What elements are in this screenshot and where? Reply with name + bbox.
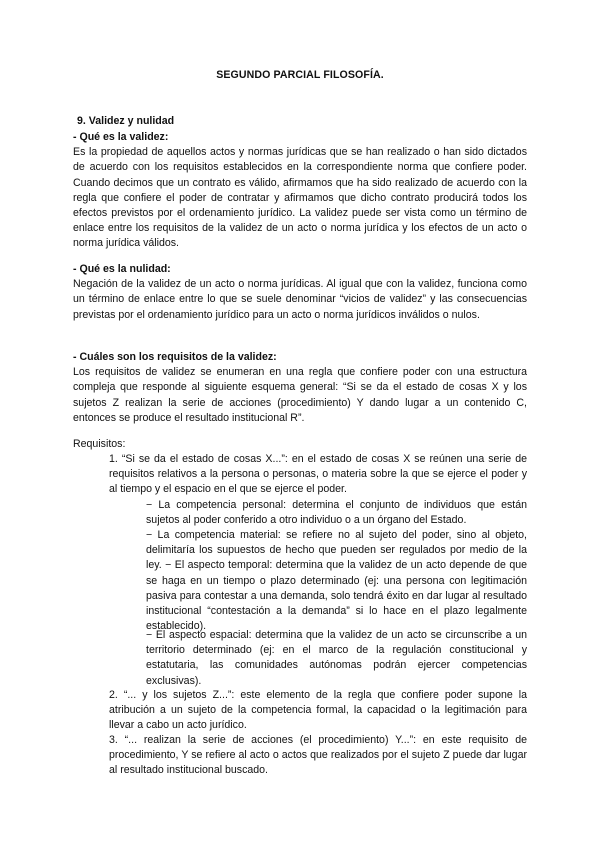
nulidad-block [73,262,527,323]
nulidad-heading: - Qué es la nulidad: [73,263,171,275]
requisito-sub-material-temporal: − La competencia material: se refiere no al sujeto del poder, sino al objeto, delimitaría los supuestos de hecho que pueden ser regulados por medio de la ley. − El aspecto temporal: determina que la validez de un acto depende de que se haga en un tiempo o plazo determinado (ej: una persona con legitimación pasiva para contestar a una demanda, solo tendrá éxito en dar lugar al resultado institucional “contestación a la demanda” si lo hace en el plazo legalmente establecido). [146,529,527,633]
requisitos-block [73,350,527,426]
requisitos-heading: - Cuáles son los requisitos de la validez: [73,351,277,363]
requisitos-text: Los requisitos de validez se enumeran en una regla que confiere poder con una estructura compleja que responde al siguiente esquema general: “Si se da el estado de cosas X y los sujetos Z realizan la serie de acciones (procedimiento) Y dando lugar a un contenido C, entonces se produce el resultado institucional R”. [73,366,527,424]
section-heading: 9. Validez y nulidad [77,115,175,127]
nulidad-text: Negación de la validez de un acto o norma jurídicas. Al igual que con la validez, funciona como un término de enlace entre lo que se suele denominar “vicios de validez” y las consecuencias previstas por el ordenamiento jurídico para un acto o norma jurídicos inválidos o nulos. [73,278,527,321]
requisitos-label: Requisitos: [73,438,126,450]
validez-heading: - Qué es la validez: [73,131,169,143]
requisito-item-3: 3. “... realizan la serie de acciones (el procedimiento) Y...”: en este requisito de procedimiento, Y se refiere al acto o actos que realizados por el sujeto Z puede dar lugar al resultado institucional buscado. [109,734,527,777]
requisito-sub-personal: − La competencia personal: determina el conjunto de individuos que están sujetos al poder conferido a otro individuo o a un órgano del Estado. [146,499,527,527]
validez-block [73,130,527,252]
validez-text: Es la propiedad de aquellos actos y normas jurídicas que se han realizado o han sido dictados de acuerdo con los requisitos establecidos en la correspondiente norma que confiere poder. Cuando decimos que un contrato es válido, afirmamos que ha sido realizado de acuerdo con la regla que confiere el poder de contratar y afirmamos que dicho contrato producirá todos los efectos previstos por el ordenamiento jurídico. La validez puede ser vista como un término de enlace entre los requisitos de la validez de un acto o norma jurídica y los efectos de un acto o norma jurídica válidos. [73,146,527,250]
page-title: SEGUNDO PARCIAL FILOSOFÍA. [216,69,384,81]
requisito-item-1: 1. “Si se da el estado de cosas X...”: en el estado de cosas X se reúnen una serie de requisitos relativos a la persona o personas, o materia sobre la que se ejerce el poder y al tiempo y el espacio en el que se ejerce el poder. [109,453,527,496]
requisito-sub-espacial: − El aspecto espacial: determina que la validez de un acto se circunscribe a un territorio determinado (ej: en el marco de la regulación constitucional y estatutaria, las comunidades autónomas podrán ejercer competencias exclusivas). [146,629,527,687]
requisito-item-2: 2. “... y los sujetos Z...”: este elemento de la regla que confiere poder supone la atribución a un sujeto de la competencia formal, la capacidad o la legitimación para llevar a cabo un acto jurídico. [109,689,527,732]
